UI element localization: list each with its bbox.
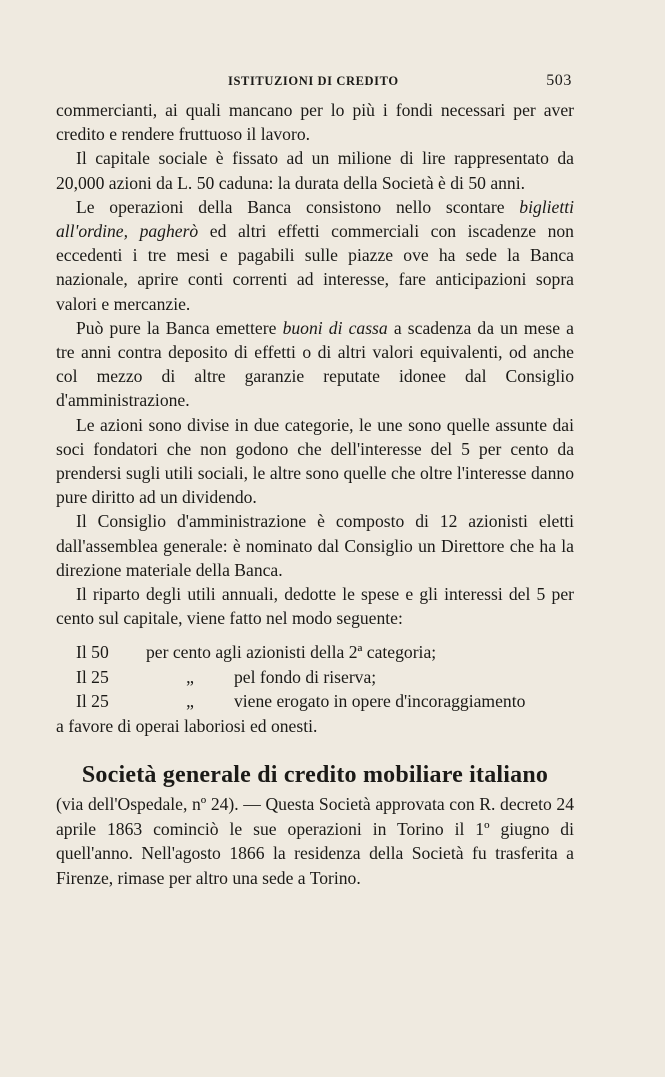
distribution-row [56, 689, 574, 713]
paragraph-5: Le azioni sono divise in due categorie, le une sono quelle assunte dai soci fondatori che non godono che dell'interesse del 5 per cento da prendersi sugli utili sociali, le altre sono quelle che oltre l'interesse danno pure diritto ad un dividendo. [56, 414, 574, 508]
distribution-row [56, 640, 574, 664]
paragraph-3-post: ed altri effetti commerciali con iscadenze non eccedenti i tre mesi e pagabili sulle piazze ove ha sede la Banca nazionale, aprire conti correnti ad interesse, fare anticipazioni sopra valori e mercanzie. [56, 221, 574, 314]
paragraph-7: Il riparto degli utili annuali, dedotte le spese e gli interessi del 5 per cento sul capitale, viene fatto nel modo seguente: [56, 584, 574, 629]
book-page [56, 70, 574, 890]
section-paragraph: (via dell'Ospedale, nº 24). — Questa Società approvata con R. decreto 24 aprile 1863 cominciò le sue operazioni in Torino il 1º giugno di quell'anno. Nell'agosto 1866 la residenza della Società fu trasferita a Firenze, rimase per altro una sede a Torino. [56, 794, 574, 888]
distribution-label: Il 25 [76, 666, 109, 687]
profit-distribution [56, 640, 574, 738]
ditto-mark: „ [186, 691, 194, 712]
distribution-desc: viene erogato in opere d'incoraggiamento [234, 691, 526, 712]
distribution-desc: pel fondo di riserva; [234, 666, 377, 687]
running-head-title: ISTITUZIONI DI CREDITO [228, 74, 399, 88]
paragraph-6: Il Consiglio d'amministrazione è composto di 12 azionisti eletti dall'assemblea generale: è nominato dal Consiglio un Direttore che ha la direzione materiale della Banca. [56, 511, 574, 580]
paragraph-4-post: a scadenza da un mese a tre anni contra deposito di effetti o di altri valori equivalenti, od anche col mezzo di altre garanzie reputate idonee dal Consiglio d'amministrazione. [56, 317, 574, 411]
running-head [56, 70, 574, 92]
distribution-continuation: a favore di operai laboriosi ed onesti. [56, 715, 318, 736]
paragraph-4 [56, 316, 574, 413]
distribution-desc: per cento agli azionisti della 2ª categoria; [146, 642, 437, 663]
page-number: 503 [546, 72, 572, 89]
section-heading: Società generale di credito mobiliare italiano [81, 762, 549, 789]
section-body [56, 792, 574, 890]
paragraph-2: Il capitale sociale è fissato ad un milione di lire rappresentato da 20,000 azioni da L. 50 caduna: la durata della Società è di 50 anni. [56, 148, 574, 193]
ditto-mark: „ [186, 666, 194, 687]
distribution-label: Il 25 [76, 691, 109, 712]
paragraph-3 [56, 195, 574, 316]
paragraph-4-italic: buoni di cassa [282, 317, 388, 338]
body-text [56, 98, 574, 630]
paragraph-3-italic: biglietti all'ordine, pagherò [56, 196, 574, 242]
paragraph-4-pre: Può pure la Banca emettere [76, 317, 283, 338]
distribution-label: Il 50 [76, 642, 109, 663]
paragraph-1: commercianti, ai quali mancano per lo più i fondi necessari per aver credito e rendere fruttuoso il lavoro. [56, 100, 574, 145]
paragraph-3-pre: Le operazioni della Banca consistono nello scontare [76, 196, 520, 217]
distribution-row [56, 665, 574, 689]
